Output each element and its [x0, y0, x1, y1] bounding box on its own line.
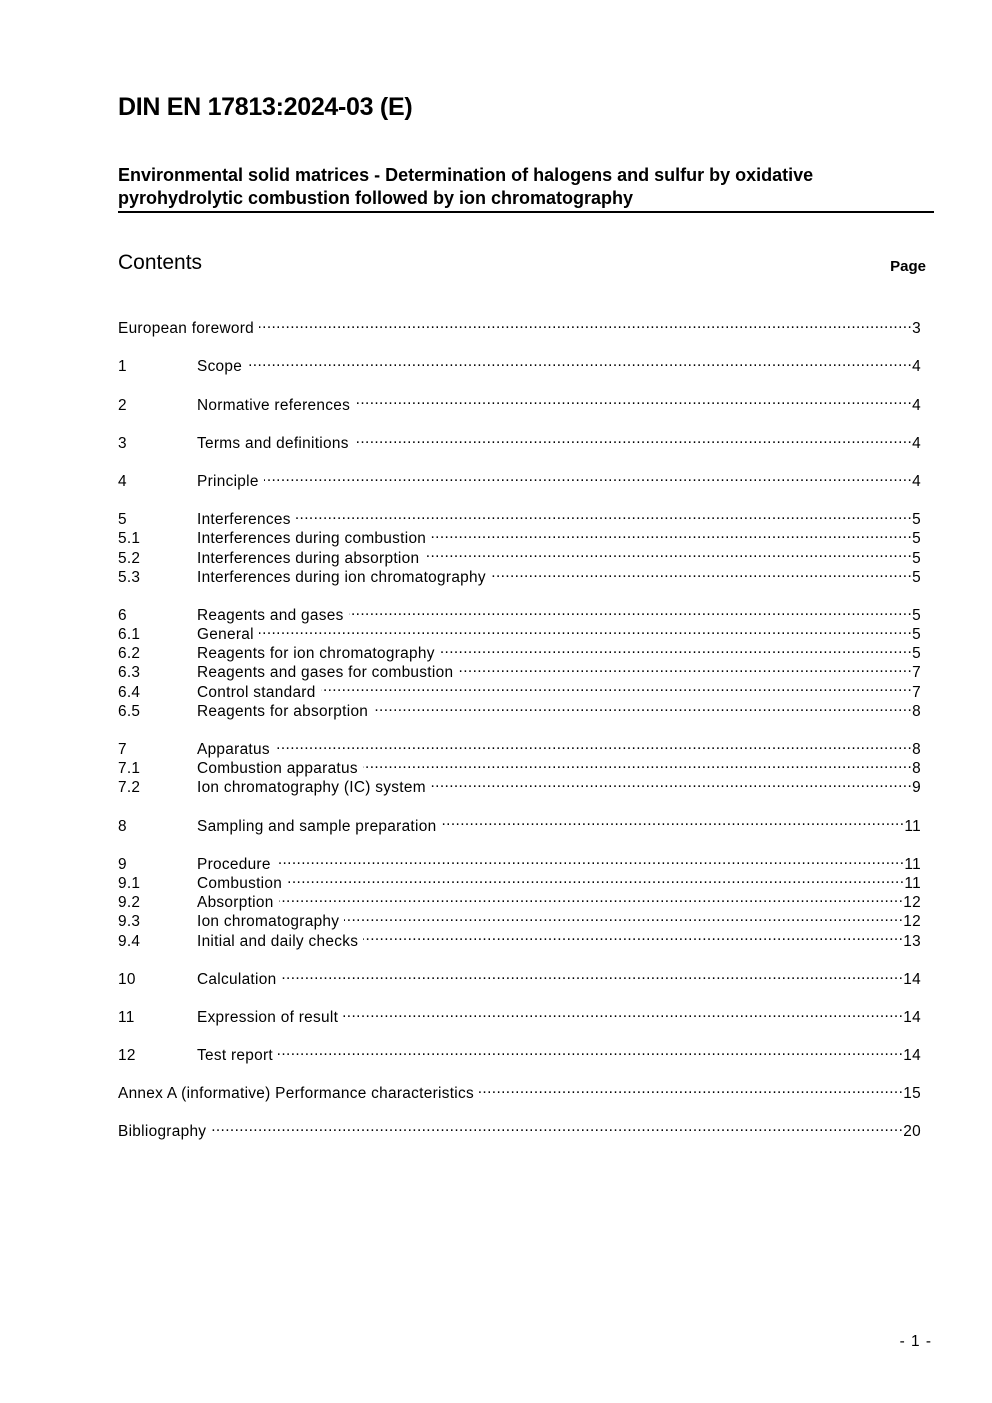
toc-leader-dots [491, 563, 912, 582]
document-title: Environmental solid matrices - Determination of halogens and sulfur by oxidative pyrohydrolytic combustion followed by ion chromatography [118, 164, 934, 213]
toc-entry-title: Reagents and gases [197, 606, 344, 624]
toc-entry-6[interactable] [118, 601, 921, 624]
toc-entry-foreword[interactable] [118, 314, 921, 338]
toc-entry-number: 5 [118, 511, 127, 529]
toc-leader-dots [479, 1079, 903, 1098]
toc-leader-dots [321, 677, 913, 696]
toc-entry-page: 12 [903, 894, 921, 912]
toc-entry-page: 14 [903, 970, 921, 988]
toc-entry-page: 5 [912, 606, 921, 624]
toc-entry-number: 9.3 [118, 913, 141, 931]
toc-leader-dots [259, 620, 912, 639]
toc-leader-dots [275, 735, 912, 754]
toc-entry-number: 3 [118, 434, 127, 452]
toc-entry-page: 5 [912, 645, 921, 663]
toc-entry-title: Annex A (informative) Performance characteristics [118, 1085, 474, 1103]
toc-entry-page: 4 [912, 358, 921, 376]
toc-leader-dots [431, 773, 912, 792]
toc-entry-title: European foreword [118, 320, 255, 338]
toc-entry-title: Bibliography [118, 1123, 207, 1141]
toc-leader-dots [354, 429, 912, 448]
toc-entry-number: 9.4 [118, 932, 141, 950]
toc-leader-dots [441, 811, 904, 830]
toc-leader-dots [296, 505, 912, 524]
toc-entry-page: 11 [904, 817, 921, 835]
toc-entry-title: Apparatus [197, 741, 270, 758]
toc-entry-page: 8 [912, 741, 921, 758]
toc-entry-3[interactable] [118, 429, 921, 452]
toc-entry-number: 9 [118, 855, 127, 873]
toc-entry-page: 11 [904, 874, 921, 892]
toc-entry-page: 12 [903, 913, 921, 931]
toc-leader-dots [355, 390, 912, 409]
document-id: DIN EN 17813:2024-03 (E) [118, 93, 413, 121]
toc-entry-title: Calculation [197, 970, 277, 988]
toc-entry-page: 5 [912, 568, 921, 586]
toc-leader-dots [211, 1117, 903, 1136]
toc-leader-dots [276, 850, 905, 869]
toc-leader-dots [363, 754, 912, 773]
toc-entry-number: 6.5 [118, 702, 141, 720]
toc-entry-number: 6.1 [118, 626, 141, 644]
toc-entry-number: 4 [118, 472, 127, 490]
toc-entry-title: Procedure [197, 855, 271, 873]
toc-entry-number: 6 [118, 606, 127, 624]
toc-entry-title: Terms and definitions [197, 434, 349, 452]
toc-entry-page: 5 [912, 511, 921, 529]
toc-entry-title: Sampling and sample preparation [197, 817, 437, 835]
toc-entry-title: Normative references [197, 396, 351, 414]
toc-entry-page: 11 [904, 855, 921, 873]
toc-entry-title: Initial and daily checks [197, 932, 359, 950]
toc-entry-title: General [197, 626, 254, 644]
toc-entry-page: 15 [903, 1085, 921, 1103]
toc-entry-1[interactable] [118, 352, 921, 376]
toc-leader-dots [431, 524, 912, 543]
toc-entry-title: Combustion apparatus [197, 760, 358, 778]
toc-entry-number: 7 [118, 741, 127, 758]
toc-entry-page: 14 [903, 1047, 921, 1065]
toc-entry-title: Test report [197, 1047, 274, 1065]
toc-entry-title: Scope [197, 358, 243, 376]
toc-entry-page: 4 [912, 472, 921, 490]
toc-entry-number: 5.1 [118, 530, 141, 548]
toc-entry-number: 5.2 [118, 549, 141, 567]
toc-entry-title: Combustion [197, 874, 283, 892]
toc-entry-number: 6.4 [118, 683, 141, 701]
toc-entry-number: 10 [118, 970, 136, 988]
toc-entry-page: 9 [912, 779, 921, 797]
toc-leader-dots [278, 1041, 903, 1060]
contents-heading: Contents [118, 251, 203, 274]
toc-leader-dots [458, 658, 912, 677]
toc-entry-page: 5 [912, 549, 921, 567]
toc-entry-title: Interferences during absorption [197, 549, 420, 567]
toc-entry-number: 9.1 [118, 874, 141, 892]
toc-leader-dots [279, 888, 904, 907]
toc-entry-page: 4 [912, 434, 921, 452]
toc-entry-page: 20 [903, 1123, 921, 1141]
toc-entry-title: Interferences during ion chromatography [197, 568, 486, 586]
toc-entry-5[interactable] [118, 505, 921, 529]
toc-entry-title: Reagents and gases for combustion [197, 664, 454, 682]
toc-entry-title: Interferences during combustion [197, 530, 427, 548]
toc-entry-page: 14 [903, 1008, 921, 1026]
toc-leader-dots [264, 467, 912, 486]
toc-entry-title: Reagents for absorption [197, 702, 369, 720]
toc-entry-10[interactable] [118, 965, 921, 988]
toc-entry-page: 3 [912, 320, 921, 338]
toc-entry-7[interactable] [118, 735, 921, 758]
toc-entry-page: 8 [912, 702, 921, 720]
toc-entry-title: Expression of result [197, 1008, 339, 1026]
toc-leader-dots [440, 639, 912, 658]
toc-entry-number: 7.1 [118, 760, 141, 778]
footer-page-number: - 1 - [899, 1333, 932, 1350]
toc-entry-2[interactable] [118, 390, 921, 414]
toc-entry-9[interactable] [118, 850, 921, 873]
toc-entry-page: 8 [912, 760, 921, 778]
toc-entry-annex-a[interactable] [118, 1079, 921, 1103]
table-of-contents [118, 314, 921, 1141]
toc-entry-number: 8 [118, 817, 127, 835]
toc-entry-number: 1 [118, 358, 127, 376]
toc-entry-title: Reagents for ion chromatography [197, 645, 435, 663]
toc-entry-bibliography[interactable] [118, 1117, 921, 1141]
toc-entry-title: Ion chromatography (IC) system [197, 779, 426, 797]
page-column-label: Page [890, 258, 926, 275]
toc-leader-dots [424, 543, 912, 562]
toc-leader-dots [247, 352, 912, 371]
toc-entry-title: Control standard [197, 683, 316, 701]
toc-entry-number: 11 [118, 1008, 135, 1026]
toc-leader-dots [281, 965, 903, 984]
toc-entry-page: 5 [912, 626, 921, 644]
toc-entry-title: Interferences [197, 511, 291, 529]
toc-entry-12[interactable] [118, 1041, 921, 1065]
toc-entry-number: 5.3 [118, 568, 141, 586]
toc-leader-dots [344, 907, 903, 926]
toc-entry-11[interactable] [118, 1003, 921, 1026]
toc-leader-dots [343, 1003, 903, 1022]
toc-entry-page: 4 [912, 396, 921, 414]
toc-entry-number: 6.2 [118, 645, 141, 663]
toc-entry-title: Ion chromatography [197, 913, 340, 931]
toc-entry-page: 13 [903, 932, 921, 950]
toc-leader-dots [287, 869, 904, 888]
toc-entry-page: 7 [912, 683, 921, 701]
toc-entry-number: 12 [118, 1047, 136, 1065]
toc-entry-8[interactable] [118, 811, 921, 835]
toc-entry-number: 7.2 [118, 779, 141, 797]
toc-entry-number: 2 [118, 396, 127, 414]
toc-entry-title: Principle [197, 472, 259, 490]
toc-leader-dots [363, 926, 903, 945]
toc-entry-number: 9.2 [118, 894, 141, 912]
toc-leader-dots [259, 314, 912, 333]
toc-entry-number: 6.3 [118, 664, 141, 682]
toc-leader-dots [349, 601, 913, 620]
toc-entry-page: 5 [912, 530, 921, 548]
toc-leader-dots [373, 697, 912, 716]
toc-entry-page: 7 [912, 664, 921, 682]
toc-entry-title: Absorption [197, 894, 274, 912]
toc-entry-4[interactable] [118, 467, 921, 490]
